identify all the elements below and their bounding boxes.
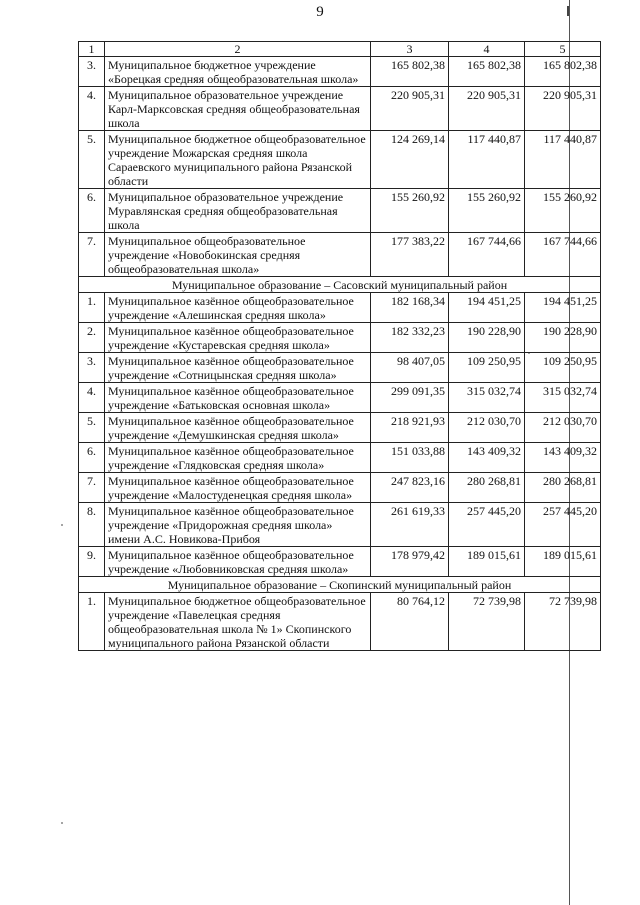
value-col-4: 220 905,31 [449,87,525,131]
value-col-3: 151 033,88 [371,443,449,473]
value-col-5: 189 015,61 [525,547,601,577]
header-col-5: 5 [525,42,601,57]
header-col-1: 1 [79,42,105,57]
value-col-4: 280 268,81 [449,473,525,503]
section-title: Муниципальное образование – Сасовский муниципальный район [79,277,601,293]
value-col-4: 155 260,92 [449,189,525,233]
value-col-4: 165 802,38 [449,57,525,87]
table-row [79,293,601,323]
page-number: 9 [316,4,324,20]
row-number: 2. [79,323,105,353]
row-number: 7. [79,233,105,277]
table-row [79,57,601,87]
institution-name: Муниципальное казённое общеобразовательное учреждение «Малостуденецкая средняя школа» [105,473,371,503]
institution-name: Муниципальное казённое общеобразовательное учреждение «Кустаревская средняя школа» [105,323,371,353]
institution-name: Муниципальное казённое общеобразовательное учреждение «Любовниковская средняя школа» [105,547,371,577]
table-row [79,131,601,189]
value-col-5: 117 440,87 [525,131,601,189]
table-row [79,593,601,651]
table-row [79,189,601,233]
value-col-5: 212 030,70 [525,413,601,443]
institution-name: Муниципальное казённое общеобразовательное учреждение «Алешинская средняя школа» [105,293,371,323]
table-row [79,413,601,443]
value-col-5: 167 744,66 [525,233,601,277]
value-col-5: 72 739,98 [525,593,601,651]
row-number: 5. [79,413,105,443]
section-header-row [79,577,601,593]
row-number: 4. [79,87,105,131]
value-col-5: 220 905,31 [525,87,601,131]
institution-name: Муниципальное образовательное учреждение Карл-Марксовская средняя общеобразовательная школа [105,87,371,131]
row-number: 1. [79,293,105,323]
value-col-5: 165 802,38 [525,57,601,87]
institution-name: Муниципальное бюджетное учреждение «Борецкая средняя общеобразовательная школа» [105,57,371,87]
value-col-3: 80 764,12 [371,593,449,651]
row-number: 6. [79,189,105,233]
value-col-4: 189 015,61 [449,547,525,577]
value-col-3: 218 921,93 [371,413,449,443]
row-number: 5. [79,131,105,189]
value-col-5: 155 260,92 [525,189,601,233]
row-number: 6. [79,443,105,473]
institution-name: Муниципальное казённое общеобразовательное учреждение «Глядковская средняя школа» [105,443,371,473]
institution-name: Муниципальное образовательное учреждение Муравлянская средняя общеобразовательная школа [105,189,371,233]
value-col-4: 194 451,25 [449,293,525,323]
value-col-5: 315 032,74 [525,383,601,413]
value-col-3: 182 168,34 [371,293,449,323]
row-number: 4. [79,383,105,413]
value-col-3: 299 091,35 [371,383,449,413]
row-number: 9. [79,547,105,577]
value-col-3: 155 260,92 [371,189,449,233]
value-col-5: 190 228,90 [525,323,601,353]
budget-table-body [79,42,601,651]
value-col-3: 247 823,16 [371,473,449,503]
table-row [79,443,601,473]
value-col-5: 109 250,95 [525,353,601,383]
value-col-4: 315 032,74 [449,383,525,413]
row-number: 7. [79,473,105,503]
row-number: 3. [79,57,105,87]
value-col-3: 177 383,22 [371,233,449,277]
table-row [79,547,601,577]
section-title: Муниципальное образование – Скопинский муниципальный район [79,577,601,593]
row-number: 3. [79,353,105,383]
value-col-3: 165 802,38 [371,57,449,87]
value-col-3: 182 332,23 [371,323,449,353]
table-row [79,383,601,413]
value-col-4: 212 030,70 [449,413,525,443]
institution-name: Муниципальное бюджетное общеобразовательное учреждение «Павелецкая средняя общеобразовательная школа № 1» Скопинского муниципального района Рязанской области [105,593,371,651]
value-col-3: 178 979,42 [371,547,449,577]
value-col-4: 190 228,90 [449,323,525,353]
section-header-row [79,277,601,293]
table-row [79,503,601,547]
value-col-3: 124 269,14 [371,131,449,189]
institution-name: Муниципальное казённое общеобразовательное учреждение «Батьковская основная школа» [105,383,371,413]
scan-speck [61,822,63,824]
value-col-3: 98 407,05 [371,353,449,383]
value-col-3: 261 619,33 [371,503,449,547]
value-col-5: 194 451,25 [525,293,601,323]
value-col-4: 257 445,20 [449,503,525,547]
institution-name: Муниципальное казённое общеобразовательное учреждение «Демушкинская средняя школа» [105,413,371,443]
value-col-4: 117 440,87 [449,131,525,189]
header-col-2: 2 [105,42,371,57]
institution-name: Муниципальное бюджетное общеобразовательное учреждение Можарская средняя школа Сараевского муниципального района Рязанской области [105,131,371,189]
value-col-4: 143 409,32 [449,443,525,473]
value-col-4: 109 250,95 [449,353,525,383]
value-col-4: 167 744,66 [449,233,525,277]
value-col-5: 257 445,20 [525,503,601,547]
institution-name: Муниципальное казённое общеобразовательное учреждение «Сотницынская средняя школа» [105,353,371,383]
table-row [79,233,601,277]
row-number: 1. [79,593,105,651]
table-row [79,353,601,383]
institution-name: Муниципальное общеобразовательное учреждение «Новобокинская средняя общеобразовательная школа» [105,233,371,277]
header-col-4: 4 [449,42,525,57]
institution-name: Муниципальное казённое общеобразовательное учреждение «Придорожная средняя школа» имени А.С. Новикова-Прибоя [105,503,371,547]
scan-speck [61,524,63,526]
table-row [79,323,601,353]
value-col-4: 72 739,98 [449,593,525,651]
table-header-row [79,42,601,57]
value-col-5: 143 409,32 [525,443,601,473]
row-number: 8. [79,503,105,547]
scan-mark [567,6,574,16]
table-row [79,87,601,131]
header-col-3: 3 [371,42,449,57]
value-col-5: 280 268,81 [525,473,601,503]
value-col-3: 220 905,31 [371,87,449,131]
table-row [79,473,601,503]
budget-table [78,41,601,651]
